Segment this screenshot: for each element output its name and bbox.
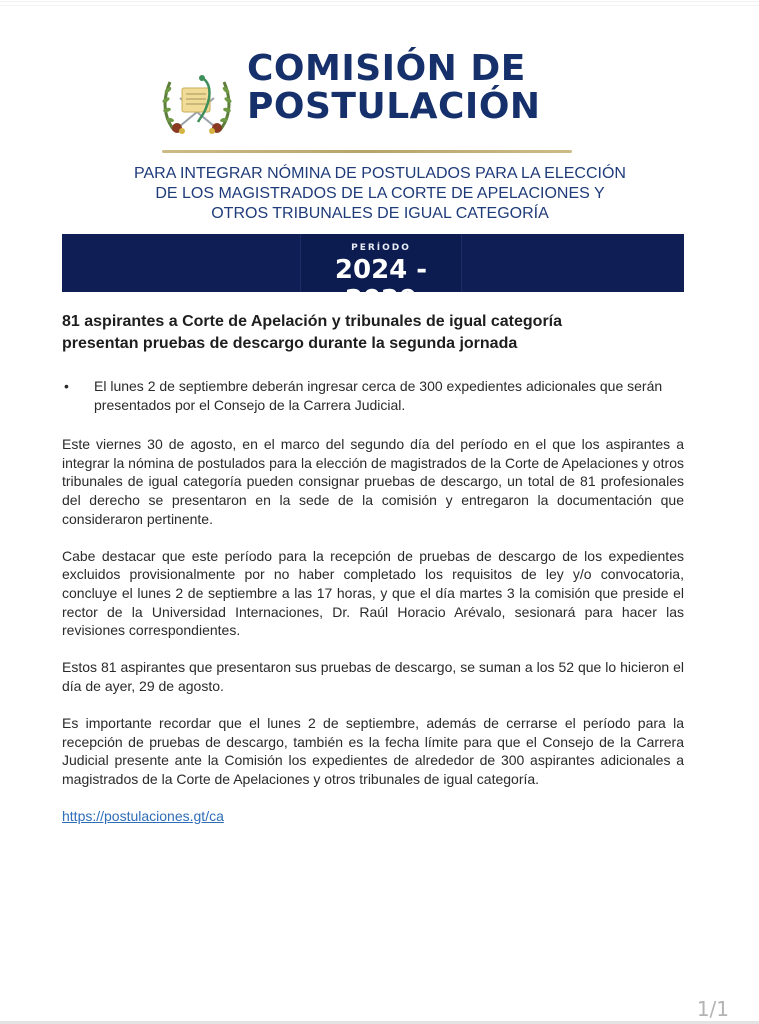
list-item bbox=[64, 377, 684, 414]
article-headline bbox=[62, 311, 684, 355]
paragraph: Es importante recordar que el lunes 2 de septiembre, además de cerrarse el período para la recepción de pruebas de descargo, también es la fecha límite para que el Consejo de la Carrera Judicial presente ante la Comisión los expedientes de alrededor de 300 aspirantes adicionales a magistrados de la Corte de Apelaciones y otros tribunales de igual categoría. bbox=[62, 715, 684, 787]
period-box bbox=[300, 234, 462, 315]
headline-line-2: presentan pruebas de descargo durante la segunda jornada bbox=[62, 335, 518, 352]
top-divider-secondary bbox=[0, 5, 759, 6]
paragraph: Estos 81 aspirantes que presentaron sus pruebas de descargo, se suman a los 52 que lo hicieron el día de ayer, 29 de agosto. bbox=[62, 659, 684, 694]
link-paragraph bbox=[62, 807, 684, 826]
list-item-text: El lunes 2 de septiembre deberán ingresar cerca de 300 expedientes adicionales que serán presentados por el Consejo de la Carrera Judicial. bbox=[94, 378, 663, 413]
subtitle-line: DE LOS MAGISTRADOS DE LA CORTE DE APELACIONES Y bbox=[155, 185, 605, 202]
paragraph: Cabe destacar que este período para la recepción de pruebas de descargo de los expedientes excluidos provisionalmente por no haber completado los requisitos de ley y/o convocatoria, concluye el lunes 2 de septiembre a las 17 horas, y que el día martes 3 la comisión que preside el rector de la Universidad Internaciones, Dr. Raúl Horacio Arévalo, sesionará para hacer las revisiones correspondientes. bbox=[62, 547, 684, 639]
coat-of-arms-icon bbox=[160, 68, 234, 140]
period-years: 2024 - 2029 bbox=[334, 255, 428, 315]
subtitle bbox=[60, 164, 700, 224]
subtitle-line: OTROS TRIBUNALES DE IGUAL CATEGORÍA bbox=[211, 205, 549, 222]
bullet-icon: • bbox=[64, 378, 69, 394]
title-line-2: POSTULACIÓN bbox=[247, 86, 541, 127]
gold-divider bbox=[162, 150, 572, 153]
period-label: PERÍODO bbox=[351, 243, 411, 253]
highlights-list bbox=[62, 377, 684, 414]
headline-line-1: 81 aspirantes a Corte de Apelación y tribunales de igual categoría bbox=[62, 313, 563, 330]
title-line-1: COMISIÓN DE bbox=[247, 48, 526, 89]
source-link[interactable]: https://postulaciones.gt/ca bbox=[62, 808, 224, 825]
page-indicator: 1/1 bbox=[696, 997, 729, 1021]
subtitle-line: PARA INTEGRAR NÓMINA DE POSTULADOS PARA LA ELECCIÓN bbox=[134, 165, 626, 182]
page-title bbox=[247, 50, 577, 126]
period-banner bbox=[62, 234, 684, 315]
paragraph: Este viernes 30 de agosto, en el marco del segundo día del período en el que los aspirantes a integrar la nómina de postulados para la elección de magistrados de la Corte de Apelaciones y otros tribunales de igual categoría pueden consignar pruebas de descargo, un total de 81 profesionales del derecho se presentaron en la sede de la comisión y entregaron la documentación que consideraron pertinente. bbox=[62, 436, 684, 527]
article-body bbox=[62, 311, 684, 844]
top-divider bbox=[0, 1, 759, 2]
